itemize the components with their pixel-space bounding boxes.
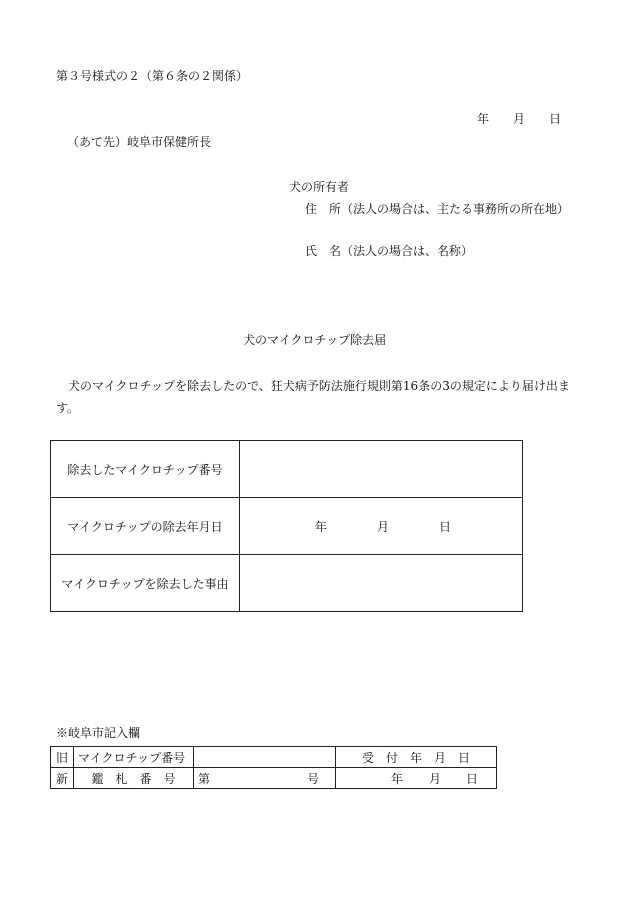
- removed-chip-number-label: 除去したマイクロチップ番号: [51, 441, 240, 498]
- document-title: 犬のマイクロチップ除去届: [243, 333, 387, 347]
- receipt-month: 月: [429, 772, 442, 786]
- receipt-date-label: 受 付 年 月 日: [336, 747, 497, 768]
- receipt-year: 年: [391, 772, 404, 786]
- removed-chip-number-field[interactable]: [240, 441, 523, 498]
- license-number-label: 鑑 札 番 号: [74, 768, 194, 789]
- city-section-heading: ※岐阜市記入欄: [56, 726, 141, 740]
- body-text: 犬のマイクロチップを除去したので、狂犬病予防法施行規則第16条の3の規定により届け出ます。: [56, 379, 570, 415]
- removal-month: 月: [377, 520, 390, 534]
- date-year: 年: [477, 112, 490, 126]
- license-no-prefix: 第: [198, 771, 211, 786]
- table-row: [51, 768, 497, 789]
- date-day: 日: [549, 112, 562, 126]
- date-month: 月: [513, 112, 526, 126]
- form-number: 第３号様式の２（第６条の２関係）: [56, 69, 249, 83]
- city-use-table: [50, 746, 497, 789]
- table-row: [51, 498, 523, 555]
- table-row: [51, 555, 523, 612]
- owner-name-label: 氏 名（法人の場合は、名称）: [305, 244, 474, 258]
- receipt-date-field[interactable]: [336, 768, 497, 789]
- removal-date-label: マイクロチップの除去年月日: [51, 498, 240, 555]
- license-number-field[interactable]: [194, 768, 336, 789]
- table-row: [51, 747, 497, 768]
- license-no-suffix: 号: [306, 771, 319, 786]
- receipt-day: 日: [466, 772, 479, 786]
- microchip-table: [50, 440, 523, 612]
- removal-reason-field[interactable]: [240, 555, 523, 612]
- owner-address-label: 住 所（法人の場合は、主たる事務所の所在地）: [305, 202, 570, 216]
- removal-year: 年: [315, 520, 328, 534]
- addressee: （あて先）岐阜市保健所長: [67, 135, 212, 149]
- removal-date-field[interactable]: [240, 498, 523, 555]
- table-row: [51, 441, 523, 498]
- old-tag: 旧: [51, 747, 74, 768]
- old-chip-field[interactable]: [194, 747, 336, 768]
- removal-reason-label: マイクロチップを除去した事由: [51, 555, 240, 612]
- owner-heading: 犬の所有者: [289, 180, 350, 194]
- old-chip-label: マイクロチップ番号: [74, 747, 194, 768]
- removal-day: 日: [439, 520, 452, 534]
- new-tag: 新: [51, 768, 74, 789]
